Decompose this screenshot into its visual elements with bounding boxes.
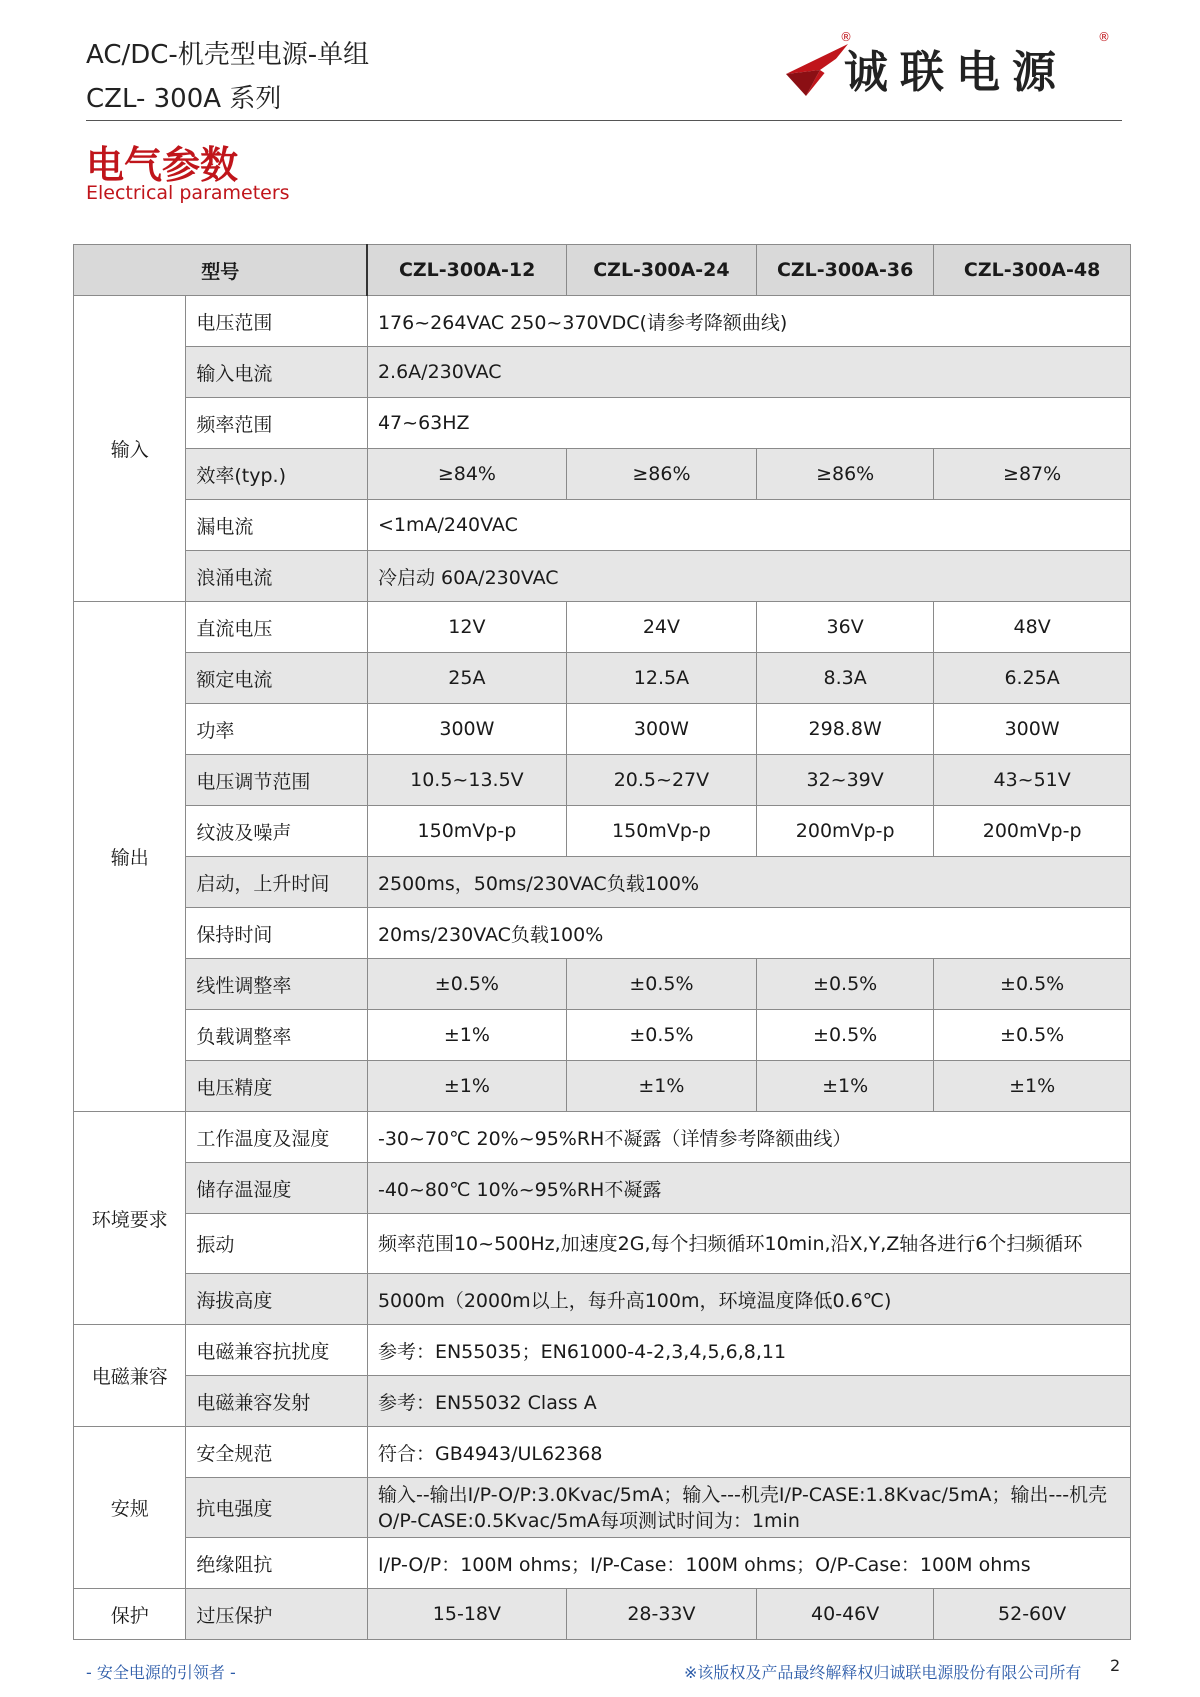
- row-label: 功率: [186, 704, 368, 755]
- cell-value: ±0.5%: [757, 959, 934, 1010]
- cell-value: 12.5A: [566, 653, 756, 704]
- table-header-row: [74, 245, 1131, 296]
- table-row: [74, 1325, 1131, 1376]
- table-row: [74, 449, 1131, 500]
- row-label: 负载调整率: [186, 1010, 368, 1061]
- cell-value: 15-18V: [367, 1589, 566, 1640]
- cell-value: 52-60V: [934, 1589, 1131, 1640]
- cell-value: 43~51V: [934, 755, 1131, 806]
- row-label: 电磁兼容发射: [186, 1376, 368, 1427]
- table-row: [74, 1376, 1131, 1427]
- cell-value: ±0.5%: [934, 1010, 1131, 1061]
- model-name: CZL-300A-48: [934, 245, 1131, 296]
- logo-arrow-icon: [780, 40, 850, 100]
- cell-value: 20.5~27V: [566, 755, 756, 806]
- row-label: 工作温度及湿度: [186, 1112, 368, 1163]
- table-row: [74, 1163, 1131, 1214]
- cell-value: ≥86%: [566, 449, 756, 500]
- table-row: [74, 959, 1131, 1010]
- row-label: 直流电压: [186, 602, 368, 653]
- table-row: [74, 347, 1131, 398]
- row-label: 海拔高度: [186, 1274, 368, 1325]
- cell-value: ±0.5%: [566, 959, 756, 1010]
- row-label: 额定电流: [186, 653, 368, 704]
- table-row: [74, 551, 1131, 602]
- row-value: I/P-O/P：100M ohms；I/P-Case：100M ohms；O/P-Case：100M ohms: [367, 1538, 1130, 1589]
- cell-value: 300W: [566, 704, 756, 755]
- row-label: 效率(typ.): [186, 449, 368, 500]
- cell-value: 32~39V: [757, 755, 934, 806]
- footer-copyright: ※该版权及产品最终解释权归诚联电源股份有限公司所有: [684, 1663, 1082, 1682]
- cell-value: 200mVp-p: [934, 806, 1131, 857]
- registered-mark: ®: [840, 30, 852, 44]
- cell-value: ≥87%: [934, 449, 1131, 500]
- model-header: 型号: [74, 245, 368, 296]
- group-label: 安规: [74, 1427, 186, 1589]
- row-label: 电压调节范围: [186, 755, 368, 806]
- cell-value: ±1%: [757, 1061, 934, 1112]
- row-label: 浪涌电流: [186, 551, 368, 602]
- model-name: CZL-300A-36: [757, 245, 934, 296]
- group-label: 电磁兼容: [74, 1325, 186, 1427]
- cell-value: 6.25A: [934, 653, 1131, 704]
- doc-category: AC/DC-机壳型电源-单组: [86, 40, 370, 70]
- row-label: 抗电强度: [186, 1478, 368, 1538]
- row-label: 启动，上升时间: [186, 857, 368, 908]
- row-value: 5000m（2000m以上，每升高100m，环境温度降低0.6℃): [367, 1274, 1130, 1325]
- cell-value: ±1%: [367, 1061, 566, 1112]
- table-row: [74, 1538, 1131, 1589]
- cell-value: 12V: [367, 602, 566, 653]
- cell-value: 300W: [367, 704, 566, 755]
- table-row: [74, 602, 1131, 653]
- cell-value: 8.3A: [757, 653, 934, 704]
- cell-value: ±0.5%: [566, 1010, 756, 1061]
- row-label: 保持时间: [186, 908, 368, 959]
- row-label: 过压保护: [186, 1589, 368, 1640]
- table-row: [74, 1427, 1131, 1478]
- group-label: 保护: [74, 1589, 186, 1640]
- table-row: [74, 653, 1131, 704]
- row-value: 2500ms，50ms/230VAC负载100%: [367, 857, 1130, 908]
- company-logo: [780, 28, 1120, 108]
- cell-value: 300W: [934, 704, 1131, 755]
- table-row: [74, 806, 1131, 857]
- cell-value: ±1%: [566, 1061, 756, 1112]
- cell-value: ±1%: [934, 1061, 1131, 1112]
- group-label: 环境要求: [74, 1112, 186, 1325]
- table-row: [74, 704, 1131, 755]
- row-label: 振动: [186, 1214, 368, 1274]
- group-label: 输出: [74, 602, 186, 1112]
- row-value: -30~70℃ 20%~95%RH不凝露（详情参考降额曲线）: [367, 1112, 1130, 1163]
- table-row: [74, 296, 1131, 347]
- table-row: [74, 398, 1131, 449]
- spec-table: [73, 244, 1131, 1640]
- header-divider: [86, 120, 1122, 121]
- row-value: 符合：GB4943/UL62368: [367, 1427, 1130, 1478]
- table-row: [74, 908, 1131, 959]
- cell-value: ≥84%: [367, 449, 566, 500]
- table-row: [74, 1010, 1131, 1061]
- row-label: 电压范围: [186, 296, 368, 347]
- cell-value: ±0.5%: [757, 1010, 934, 1061]
- row-label: 线性调整率: [186, 959, 368, 1010]
- cell-value: ≥86%: [757, 449, 934, 500]
- registered-mark: ®: [1098, 30, 1110, 44]
- cell-value: 150mVp-p: [566, 806, 756, 857]
- table-row: [74, 755, 1131, 806]
- footer-slogan: - 安全电源的引领者 -: [86, 1663, 236, 1682]
- cell-value: 150mVp-p: [367, 806, 566, 857]
- table-row: [74, 1589, 1131, 1640]
- cell-value: 25A: [367, 653, 566, 704]
- cell-value: 24V: [566, 602, 756, 653]
- table-row: [74, 857, 1131, 908]
- row-value: -40~80℃ 10%~95%RH不凝露: [367, 1163, 1130, 1214]
- section-title: 电气参数: [86, 143, 239, 187]
- row-label: 漏电流: [186, 500, 368, 551]
- group-label: 输入: [74, 296, 186, 602]
- row-value: 20ms/230VAC负载100%: [367, 908, 1130, 959]
- cell-value: 36V: [757, 602, 934, 653]
- cell-value: 10.5~13.5V: [367, 755, 566, 806]
- row-value: 输入--输出I/P-O/P:3.0Kvac/5mA；输入---机壳I/P-CASE:1.8Kvac/5mA；输出---机壳O/P-CASE:0.5Kvac/5mA每项测试时间为：1min: [367, 1478, 1130, 1538]
- table-row: [74, 1061, 1131, 1112]
- row-label: 安全规范: [186, 1427, 368, 1478]
- row-label: 纹波及噪声: [186, 806, 368, 857]
- row-label: 电磁兼容抗扰度: [186, 1325, 368, 1376]
- row-value: 47~63HZ: [367, 398, 1130, 449]
- table-row: [74, 1478, 1131, 1538]
- cell-value: ±1%: [367, 1010, 566, 1061]
- cell-value: ±0.5%: [934, 959, 1131, 1010]
- page-number: 2: [1110, 1656, 1121, 1675]
- cell-value: 28-33V: [566, 1589, 756, 1640]
- row-label: 输入电流: [186, 347, 368, 398]
- row-value: <1mA/240VAC: [367, 500, 1130, 551]
- table-row: [74, 500, 1131, 551]
- row-label: 绝缘阻抗: [186, 1538, 368, 1589]
- table-row: [74, 1214, 1131, 1274]
- table-row: [74, 1112, 1131, 1163]
- row-value: 参考：EN55032 Class A: [367, 1376, 1130, 1427]
- cell-value: 48V: [934, 602, 1131, 653]
- row-value: 频率范围10~500Hz,加速度2G,每个扫频循环10min,沿X,Y,Z轴各进行6个扫频循环: [367, 1214, 1130, 1274]
- row-value: 2.6A/230VAC: [367, 347, 1130, 398]
- cell-value: ±0.5%: [367, 959, 566, 1010]
- row-label: 电压精度: [186, 1061, 368, 1112]
- model-name: CZL-300A-12: [367, 245, 566, 296]
- cell-value: 40-46V: [757, 1589, 934, 1640]
- row-value: 参考：EN55035；EN61000-4-2,3,4,5,6,8,11: [367, 1325, 1130, 1376]
- series-name: CZL- 300A 系列: [86, 84, 282, 114]
- row-value: 冷启动 60A/230VAC: [367, 551, 1130, 602]
- cell-value: 200mVp-p: [757, 806, 934, 857]
- cell-value: 298.8W: [757, 704, 934, 755]
- row-label: 频率范围: [186, 398, 368, 449]
- row-label: 储存温湿度: [186, 1163, 368, 1214]
- table-row: [74, 1274, 1131, 1325]
- model-name: CZL-300A-24: [566, 245, 756, 296]
- section-subtitle: Electrical parameters: [86, 182, 290, 204]
- logo-text: 诚联电源: [844, 47, 1068, 98]
- row-value: 176~264VAC 250~370VDC(请参考降额曲线): [367, 296, 1130, 347]
